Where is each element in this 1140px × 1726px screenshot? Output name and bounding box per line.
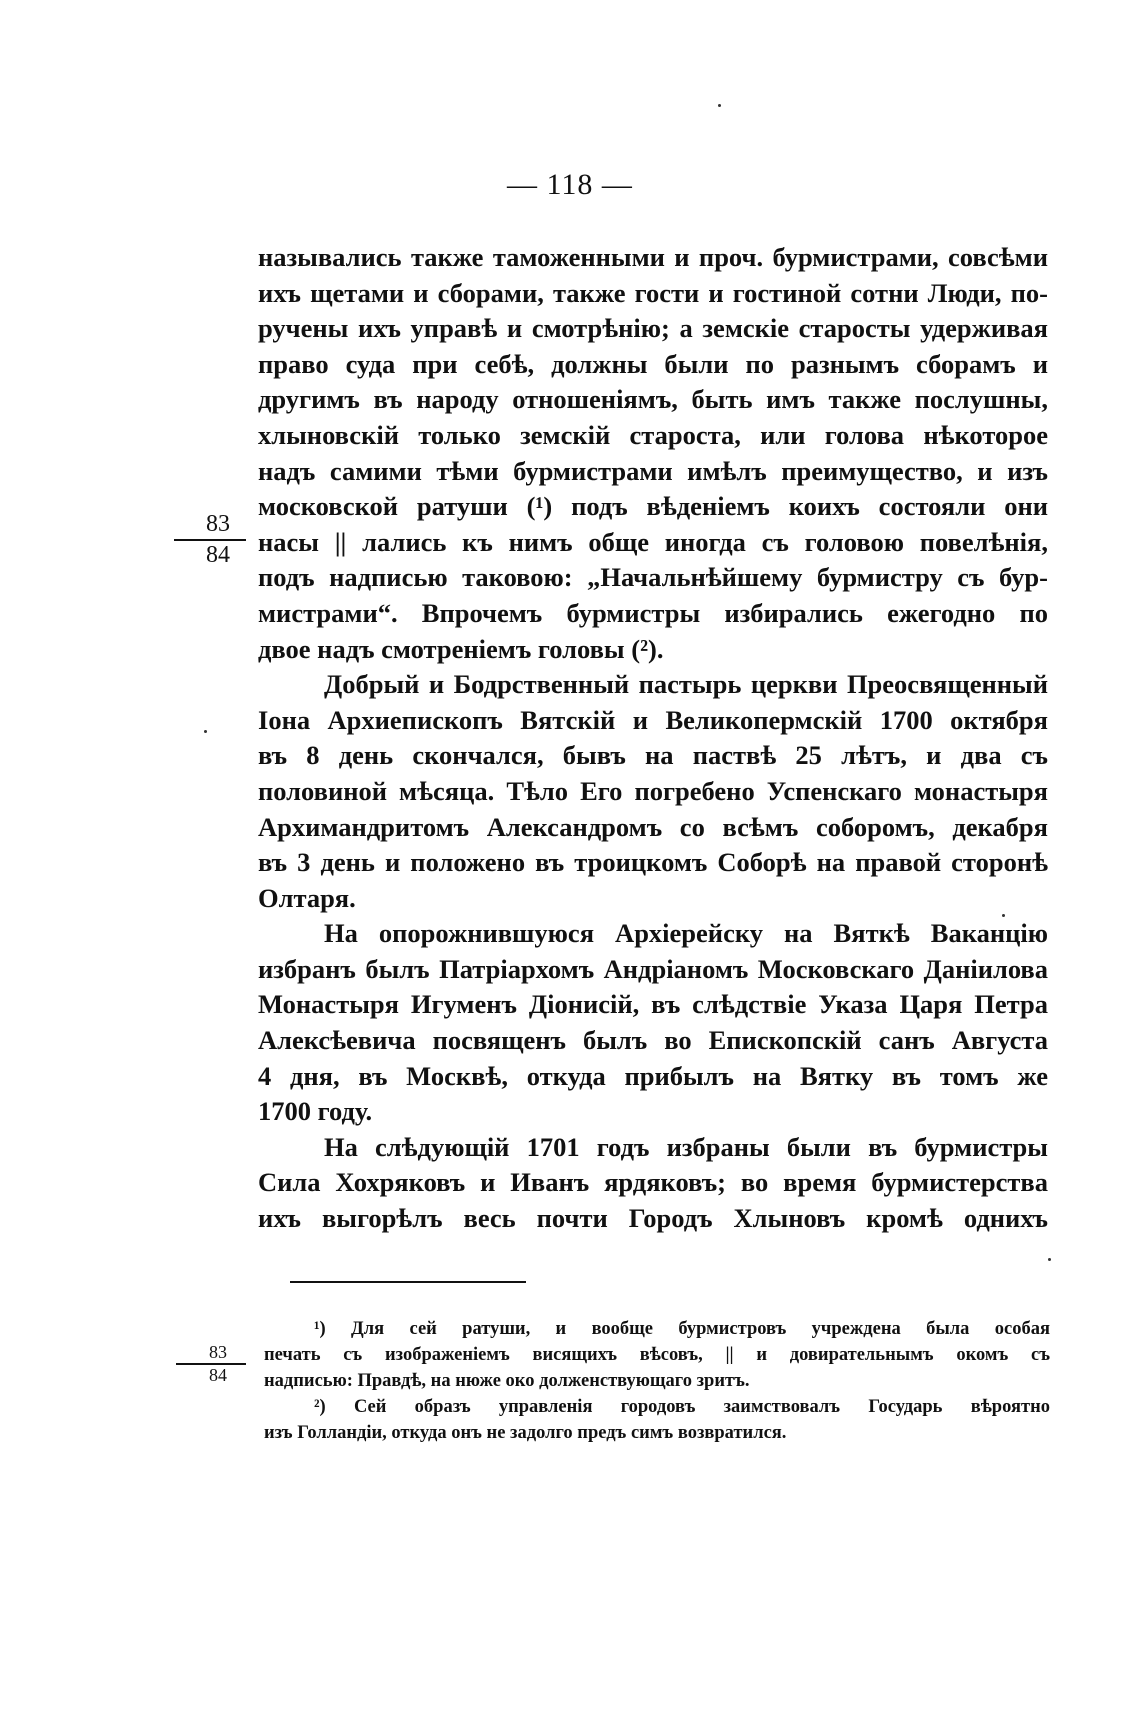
footnote-line: ¹) Для сей ратуши, и вообще бурмистровъ учреждена была особая [314,1319,1050,1339]
body-line: надъ самими тѣми бурмистрами имѣлъ преимущество, и изъ [258,455,1048,486]
body-line: Олтаря. [258,882,356,913]
body-line: подъ надписью таковою: „Начальнѣйшему бурмистру съ бур- [258,562,1048,593]
body-line: ихъ щетами и сборами, также гости и гостиной сотни Люди, по- [258,277,1048,308]
body-line: московской ратуши (¹) подъ вѣденіемъ коихъ состояли они [258,491,1048,522]
footnote-line: надписью: Правдѣ, на нюже око долженствующаго зритъ. [264,1371,750,1391]
paragraph-first-line: На слѣдующій 1701 годъ избраны были въ бурмистры [324,1131,1048,1162]
body-line: назывались также таможенными и проч. бурмистрами, совсѣми [258,242,1048,272]
scan-speck [1048,1258,1051,1261]
scan-speck [718,104,721,107]
footnotes [264,1316,1050,1446]
body-line: другимъ въ народу отношеніямъ, быть имъ также послушны, [258,384,1048,415]
scan-speck [204,730,207,733]
margin-page-reference [182,510,254,569]
body-line: мистрами“. Впрочемъ бурмистры избирались ежегодно по [258,597,1048,628]
body-line: Архимандритомъ Александромъ со всѣмъ соборомъ, декабря [258,811,1048,842]
footnote-line: печать съ изображеніемъ висящихъ вѣсовъ, || и довирательнымъ окомъ съ [264,1345,1050,1365]
body-line: ихъ выгорѣлъ весь почти Городъ Хлыновъ кромѣ однихъ [258,1203,1048,1234]
body-line: Алексѣевича посвященъ былъ во Епископскій санъ Августа [258,1025,1048,1056]
body-line: въ 8 день скончался, бывъ на паствѣ 25 лѣтъ, и два съ [258,740,1048,771]
margin-ref-bottom: 84 [209,1365,227,1385]
scan-speck [1002,914,1005,917]
body-line: половиной мѣсяца. Тѣло Его погребено Успенскаго монастыря [258,775,1048,806]
body-line: 4 дня, въ Москвѣ, откуда прибылъ на Вятку въ томъ же [258,1060,1048,1091]
body-line: хлыновскій только земскій староста, или голова нѣкоторое [258,419,1048,450]
footnote-separator [290,1281,526,1283]
footnote-line: ²) Сей образъ управленія городовъ заимствовалъ Государь вѣроятно [314,1397,1050,1417]
body-line: двое надъ смотреніемъ головы (²). [258,633,664,664]
body-line: ручены ихъ управѣ и смотрѣнію; а земскіе старосты удерживая [258,313,1048,344]
margin-ref-top: 83 [206,511,230,537]
body-line: избранъ былъ Патріархомъ Андріаномъ Московскаго Даніилова [258,953,1048,984]
body-line: 1700 году. [258,1096,373,1127]
footnote-margin-page-reference [182,1342,254,1385]
body-line: право суда при себѣ, должны были по разнымъ сборамъ и [258,348,1048,379]
body-text [258,240,1048,1237]
margin-ref-top: 83 [209,1342,227,1362]
body-line: Монастыря Игуменъ Діонисій, въ слѣдствіе Указа Царя Петра [258,989,1048,1020]
margin-ref-bottom: 84 [206,542,230,568]
paragraph-first-line: На опорожнившуюся Архіерейску на Вяткѣ Ваканцію [324,918,1048,949]
body-line: въ 3 день и положено въ троицкомъ Соборѣ на правой сторонѣ [258,847,1048,878]
body-line: Сила Хохряковъ и Иванъ ярдяковъ; во время бурмистерства [258,1167,1048,1198]
body-line: Іона Архиепископъ Вятскій и Великопермскій 1700 октября [258,704,1048,735]
page-number: — 118 — [507,168,633,201]
paragraph-first-line: Добрый и Бодрственный пастырь церкви Преосвященный [324,669,1048,700]
footnote-line: изъ Голландіи, откуда онъ не задолго предъ симъ возвратился. [264,1423,787,1443]
body-line: насы || лались къ нимъ обще иногда съ головою повелѣнія, [258,526,1048,557]
